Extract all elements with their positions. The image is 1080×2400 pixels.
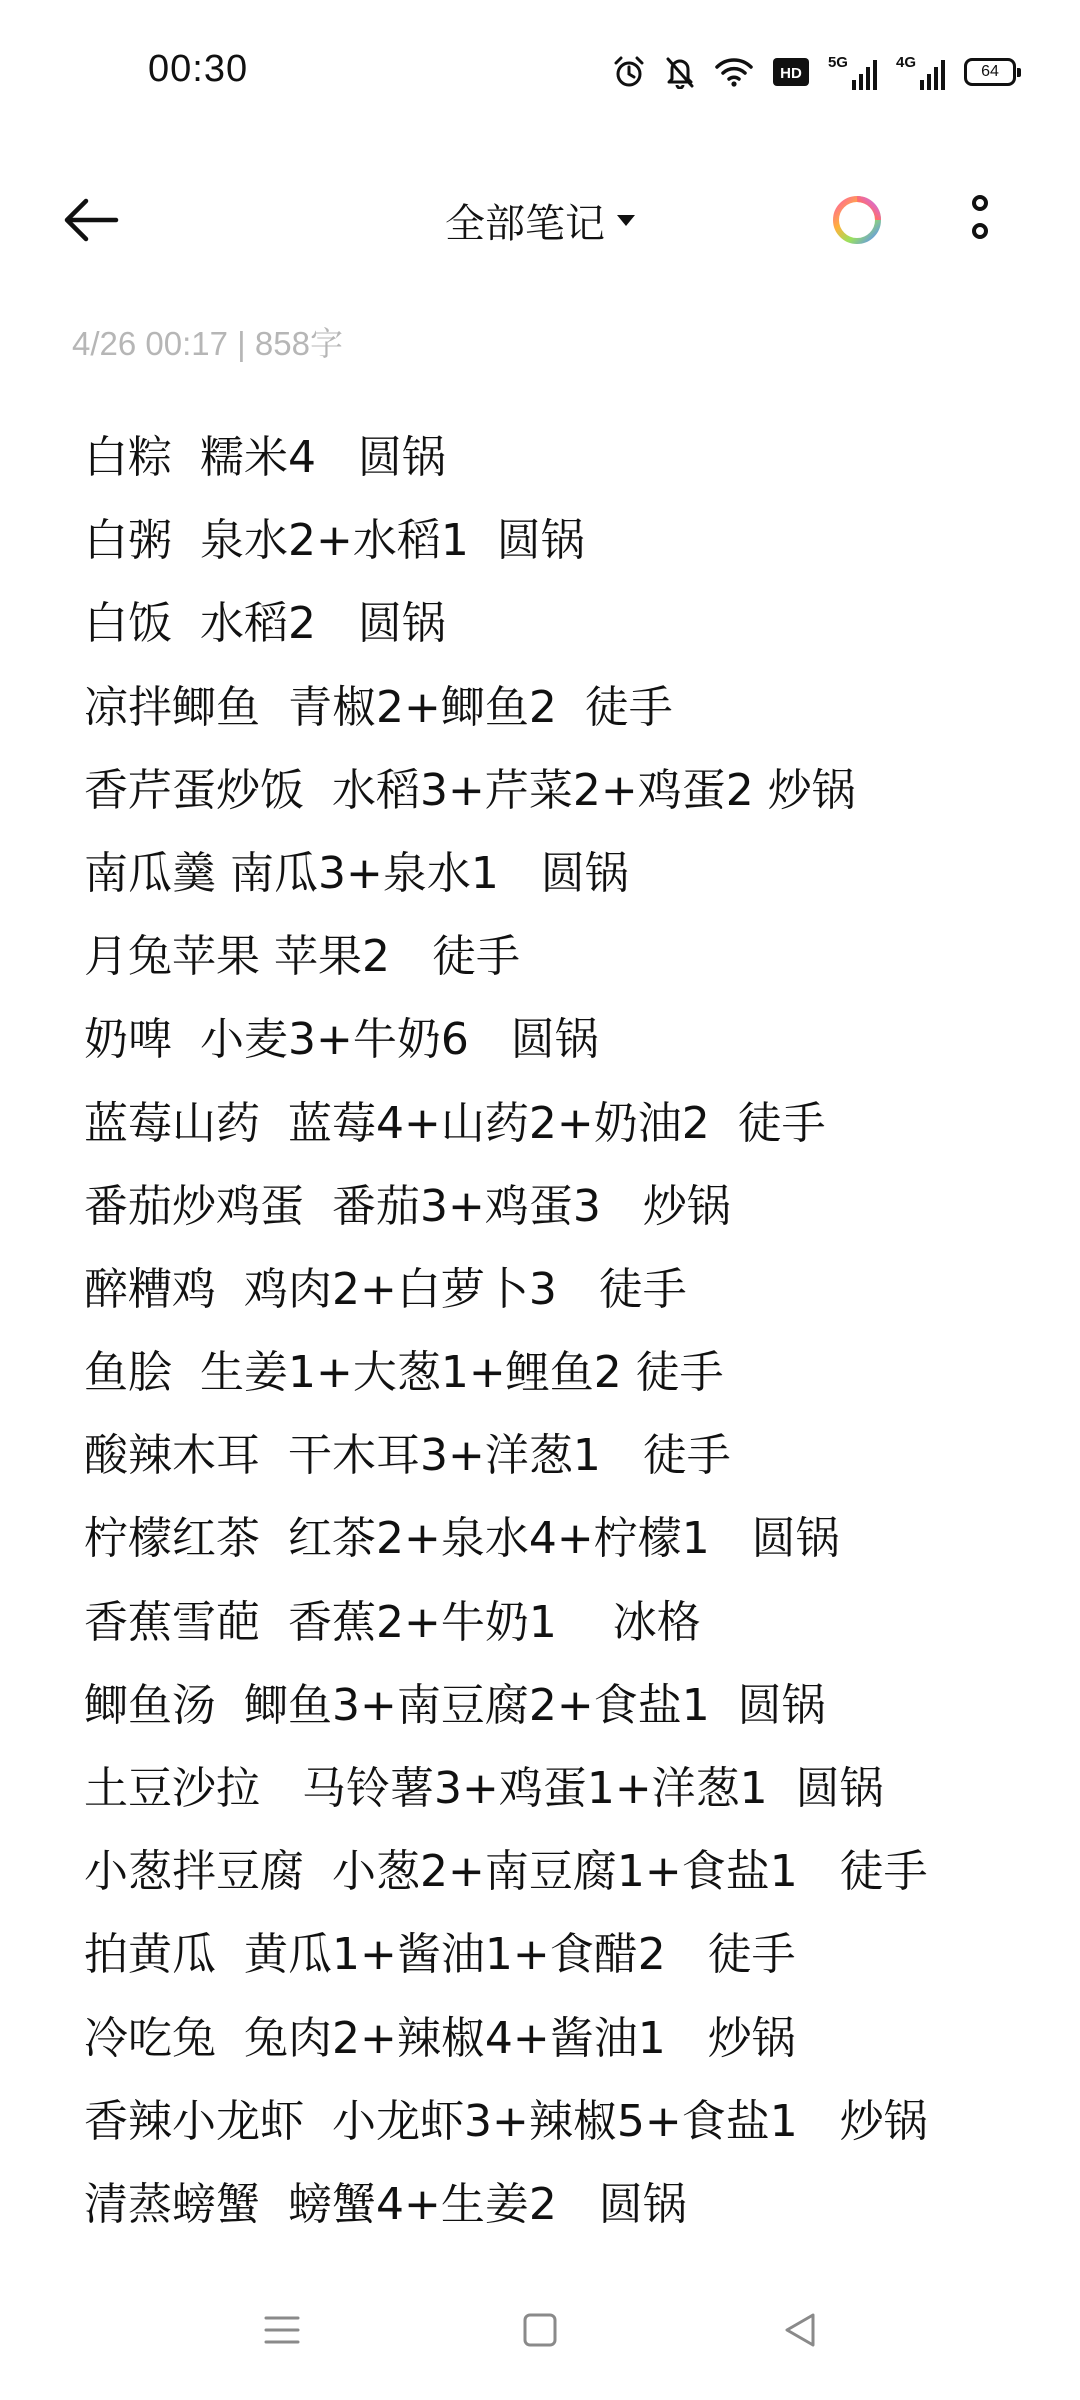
note-line: 冷吃兔 兔肉2+辣椒4+酱油1 炒锅 (84, 2012, 796, 2064)
hd-icon (772, 57, 810, 87)
note-line: 奶啤 小麦3+牛奶6 圆锅 (84, 1014, 599, 1066)
nav-home-button[interactable] (510, 2300, 570, 2360)
note-line: 香蕉雪葩 香蕉2+牛奶1 冰格 (84, 1596, 701, 1648)
folder-dropdown[interactable] (445, 192, 635, 249)
network-5g-label: 5G (827, 53, 848, 71)
note-line: 拍黄瓜 黄瓜1+酱油1+食醋2 徒手 (84, 1929, 796, 1981)
note-line: 小葱拌豆腐 小葱2+南豆腐1+食盐1 徒手 (84, 1846, 928, 1898)
note-line: 香辣小龙虾 小龙虾3+辣椒5+食盐1 炒锅 (84, 2095, 928, 2147)
svg-text:HD: HD (780, 65, 802, 82)
note-body[interactable] (84, 416, 1044, 2251)
home-square-icon (520, 2310, 560, 2350)
note-line: 凉拌鲫鱼 青椒2+鲫鱼2 徒手 (84, 681, 673, 733)
note-line: 南瓜羹 南瓜3+泉水1 圆锅 (84, 847, 629, 899)
navigation-bar (0, 2260, 1080, 2400)
back-triangle-icon (780, 2310, 820, 2350)
alarm-icon (612, 55, 646, 89)
battery-icon (964, 58, 1016, 86)
note-line: 鱼脍 生姜1+大葱1+鲤鱼2 徒手 (84, 1347, 724, 1399)
note-line: 白饭 水稻2 圆锅 (84, 598, 446, 650)
more-options-button[interactable] (962, 188, 998, 254)
title-wrap (0, 192, 1080, 248)
note-line: 清蒸螃蟹 螃蟹4+生姜2 圆锅 (84, 2178, 687, 2230)
status-bar (0, 0, 1080, 140)
note-line: 番茄炒鸡蛋 番茄3+鸡蛋3 炒锅 (84, 1180, 731, 1232)
more-vertical-icon (962, 188, 998, 254)
status-icons (612, 52, 1016, 92)
note-line: 柠檬红茶 红茶2+泉水4+柠檬1 圆锅 (84, 1513, 840, 1565)
toolbar (0, 170, 1080, 270)
signal-4g-icon (896, 55, 946, 90)
mute-icon (664, 55, 696, 89)
note-line: 白粥 泉水2+水稻1 圆锅 (84, 515, 585, 567)
note-line: 鲫鱼汤 鲫鱼3+南豆腐2+食盐1 圆锅 (84, 1679, 826, 1731)
note-line: 蓝莓山药 蓝莓4+山药2+奶油2 徒手 (84, 1097, 826, 1149)
note-line: 香芹蛋炒饭 水稻3+芹菜2+鸡蛋2 炒锅 (84, 764, 856, 816)
note-line: 酸辣木耳 干木耳3+洋葱1 徒手 (84, 1430, 731, 1482)
battery-level: 64 (981, 63, 999, 80)
wifi-icon (714, 56, 754, 88)
note-line: 醉糟鸡 鸡肉2+白萝卜3 徒手 (84, 1263, 687, 1315)
caret-down-icon (617, 215, 635, 226)
note-line: 土豆沙拉 马铃薯3+鸡蛋1+洋葱1 圆锅 (84, 1763, 884, 1814)
nav-menu-button[interactable] (252, 2300, 312, 2360)
network-4g-label: 4G (895, 53, 916, 71)
page-title: 全部笔记 (445, 200, 605, 247)
menu-icon (262, 2310, 302, 2350)
note-line: 月兔苹果 苹果2 徒手 (84, 931, 520, 983)
note-meta: 4/26 00:17 | 858字 (72, 325, 343, 362)
color-ring-icon (830, 193, 884, 247)
note-line: 白粽 糯米4 圆锅 (84, 432, 446, 483)
signal-5g-icon (828, 55, 878, 90)
color-button[interactable] (830, 193, 884, 247)
status-time: 00:30 (148, 48, 249, 90)
nav-back-button[interactable] (770, 2300, 830, 2360)
